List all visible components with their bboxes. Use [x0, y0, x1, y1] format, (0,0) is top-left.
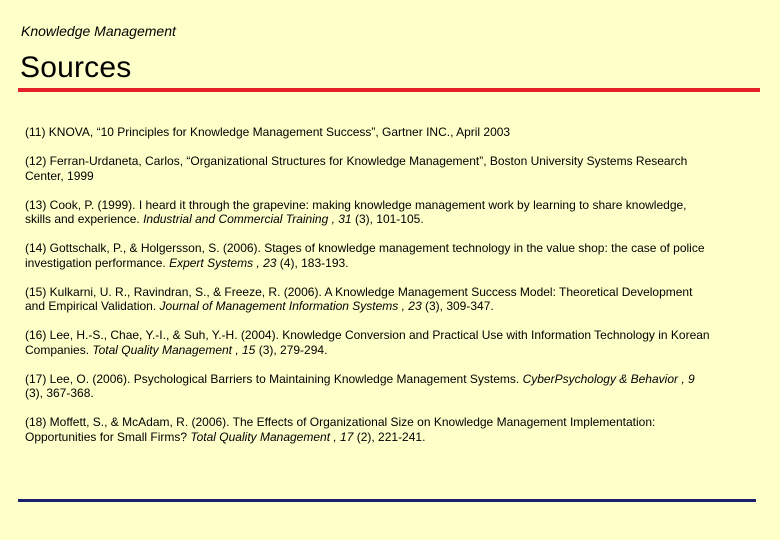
reference-details: (3), 367-368.	[25, 386, 94, 400]
footer-divider	[18, 499, 756, 502]
reference-item	[25, 125, 715, 140]
reference-item	[25, 154, 715, 183]
reference-details: (3), 309-347.	[421, 299, 494, 313]
reference-details: (4), 183-193.	[276, 255, 349, 270]
page-title: Sources	[20, 51, 132, 84]
reference-journal: Total Quality Management , 17	[190, 429, 354, 444]
header-kicker: Knowledge Management	[21, 23, 176, 39]
reference-details: (2), 221-241.	[353, 429, 426, 444]
reference-journal: CyberPsychology & Behavior , 9	[522, 371, 695, 386]
reference-text: (17) Lee, O. (2006). Psychological Barriers to Maintaining Knowledge Management Systems.	[25, 371, 523, 386]
reference-journal: Journal of Management Information Systems , 23	[159, 299, 422, 313]
reference-item	[25, 372, 715, 401]
reference-list	[25, 125, 715, 459]
reference-text: (15) Kulkarni, U. R., Ravindran, S., & Freeze, R. (2006). A Knowledge Management Success Model: Theoretical Development and Empirical Validation.	[25, 284, 693, 313]
reference-text: (13) Cook, P. (1999). I heard it through the grapevine: making knowledge management work by learning to share knowledge, skills and experience.	[25, 197, 687, 226]
reference-item	[25, 198, 715, 227]
reference-text: (16) Lee, H.-S., Chae, Y.-I., & Suh, Y.-H. (2004). Knowledge Conversion and Practical Use with Information Technology in Korean Companies.	[25, 328, 710, 357]
reference-text: (11) KNOVA, “10 Principles for Knowledge Management Success”, Gartner INC., April 2003	[25, 125, 511, 139]
reference-text: (12) Ferran-Urdaneta, Carlos, “Organizational Structures for Knowledge Management”, Boston University Systems Research Center, 1999	[25, 154, 688, 183]
reference-journal: Expert Systems , 23	[169, 255, 277, 270]
reference-journal: Industrial and Commercial Training , 31	[143, 212, 352, 226]
reference-text: (18) Moffett, S., & McAdam, R. (2006). The Effects of Organizational Size on Knowledge Management Implementation: Opportunities for Small Firms?	[25, 415, 656, 444]
reference-item	[25, 241, 715, 270]
title-divider	[18, 88, 760, 92]
reference-item	[25, 285, 715, 314]
reference-details: (3), 279-294.	[255, 342, 328, 357]
reference-text: (14) Gottschalk, P., & Holgersson, S. (2006). Stages of knowledge management technology in the value shop: the case of police investigation performance.	[25, 241, 705, 270]
reference-item	[25, 328, 715, 357]
reference-item	[25, 415, 715, 444]
reference-journal: Total Quality Management , 15	[92, 342, 256, 357]
reference-details: (3), 101-105.	[351, 212, 424, 226]
